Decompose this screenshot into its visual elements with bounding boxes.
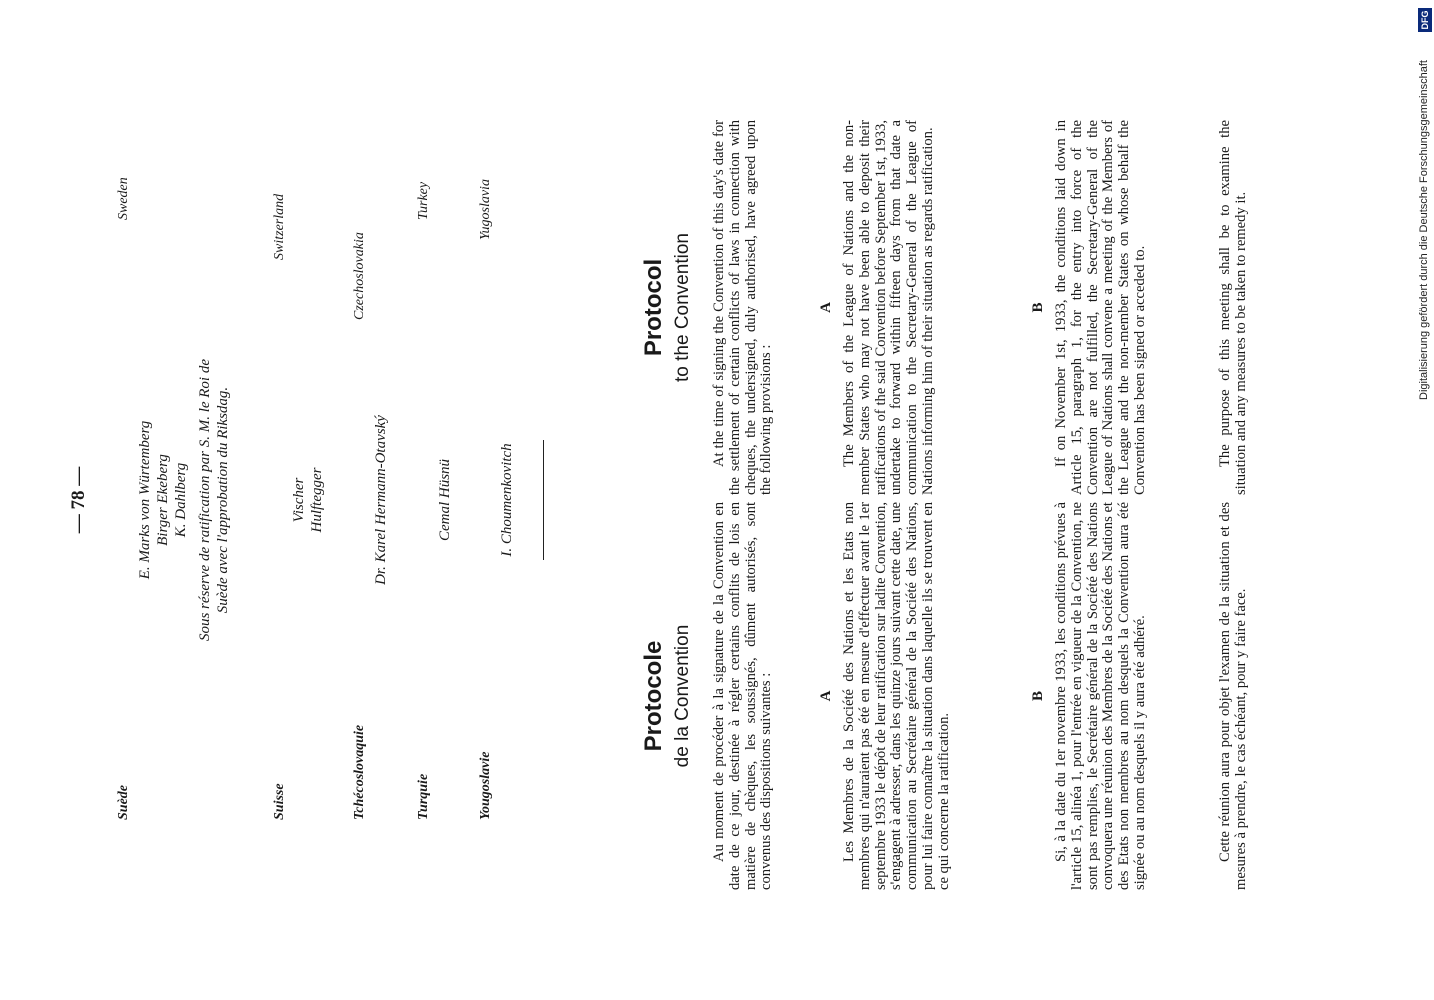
section-b-heading-fr: B bbox=[1030, 691, 1046, 702]
country-label-fr-turkey: Turquie bbox=[416, 773, 431, 820]
protocol-subtitle-en: to the Convention bbox=[672, 233, 693, 382]
section-a-heading-fr: A bbox=[818, 690, 834, 702]
separator-rule bbox=[543, 440, 544, 560]
country-label-en-czechoslovakia: Czechoslovakia bbox=[352, 232, 367, 320]
signer-name: I. Choumenkovitch bbox=[499, 443, 515, 557]
signer-name: K. Dahlberg bbox=[173, 462, 189, 538]
signer-name: Cemal Hüsnü bbox=[437, 458, 453, 542]
signer-name: Hulftegger bbox=[309, 467, 325, 533]
section-a-text-en bbox=[842, 120, 937, 495]
section-b-heading-en: B bbox=[1030, 302, 1046, 313]
page-number: — 78 — bbox=[68, 466, 89, 534]
paragraph: Les Membres de la Société des Nations et les Etats non membres qui n'auraient pas été en mesure d'effectuer avant le 1er septembre 1933 le dépôt de leur ratification sur ladite Convention, s'engagent à adresser, dans les quinze jours suivant cette date, une communication au Secrétaire général de la Société des Nations, pour lui faire connaître la situation dans laquelle ils se trouvent en ce qui concerne la ratification. bbox=[841, 502, 952, 890]
signer-name: Birger Ekeberg bbox=[155, 454, 171, 546]
protocol-subtitle-fr: de la Convention bbox=[672, 624, 693, 768]
paragraph: The Members of the League of Nations and the non-member States who may not have been able to deposit their ratifications of the said Convention before September 1st, 1933, undertake to forward within fifteen days from that date a communication to the Secretary-General of the League of Nations informing him of their situation as regards ratification. bbox=[841, 120, 936, 495]
paragraph: Au moment de procéder à la signature de la Convention en date de ce jour, destinée à régler certains conflits de lois en matière de chèques, les soussignés, dûment autorisés, sont convenus des dispositions suivantes : bbox=[711, 502, 775, 890]
closing-text-en bbox=[1218, 120, 1250, 495]
country-label-en-yugoslavia: Yugoslavia bbox=[478, 179, 493, 240]
signer-name: E. Marks von Würtemberg bbox=[137, 420, 153, 580]
paragraph: Cette réunion aura pour objet l'examen de la situation et des mesures à prendre, le cas échéant, pour y faire face. bbox=[1217, 502, 1249, 890]
protocol-intro-fr bbox=[712, 502, 775, 890]
ratification-reservation-line: Sous réserve de ratification par S. M. le Roi de bbox=[197, 358, 213, 642]
country-label-en-turkey: Turkey bbox=[416, 181, 431, 220]
paragraph: At the time of signing the Convention of this day's date for the settlement of certain conflicts of laws in connection with cheques, the undersigned, duly authorised, have agreed upon the following provisions : bbox=[711, 120, 775, 495]
protocol-title-fr: Protocole bbox=[640, 640, 667, 752]
country-label-en-switzerland: Switzerland bbox=[272, 193, 287, 260]
signer-name: Dr. Karel Hermann-Otavský bbox=[373, 415, 389, 585]
section-a-text-fr bbox=[842, 502, 953, 890]
ratification-reservation-line: Suède avec l'approbation du Riksdag. bbox=[215, 386, 231, 614]
protocol-intro-en bbox=[712, 120, 775, 495]
dfg-logo-text: DFG bbox=[1420, 10, 1430, 30]
country-label-en-sweden: Sweden bbox=[116, 177, 131, 220]
section-b-text-fr bbox=[1054, 502, 1149, 890]
paragraph: Si, à la date du 1er novembre 1933, les conditions prévues à l'article 15, alinéa 1, pour l'entrée en vigueur de la Convention, ne sont pas remplies, le Secrétaire général de la Société des Nations convoquera une réunion des Membres de la Société des Nations et des Etats non membres au nom desquels la Convention aura été signée ou au nom desquels il y aura été adhéré. bbox=[1053, 502, 1148, 890]
country-label-fr-czechoslovakia: Tchécoslovaquie bbox=[352, 724, 367, 820]
section-b-text-en bbox=[1054, 120, 1149, 495]
country-label-fr-switzerland: Suisse bbox=[272, 783, 287, 820]
dfg-logo bbox=[1418, 8, 1432, 32]
protocol-title-en: Protocol bbox=[640, 258, 667, 357]
country-label-fr-yugoslavia: Yougoslavie bbox=[478, 751, 493, 820]
closing-text-fr bbox=[1218, 502, 1250, 890]
paragraph: The purpose of this meeting shall be to examine the situation and any measures to be taken to remedy it. bbox=[1217, 120, 1249, 495]
digitization-note bbox=[1418, 8, 1434, 400]
paragraph: If on November 1st, 1933, the conditions laid down in Article 15, paragraph 1, for the entry into force of the Convention are not fulfilled, the Secretary-General of the League of Nations shall convene a meeting of the Members of the League and the non-member States on whose behalf the Convention has been signed or acceded to. bbox=[1053, 120, 1148, 495]
section-a-heading-en: A bbox=[818, 302, 834, 313]
digitization-note-text: Digitalisierung gefördert durch die Deutsche Forschungsgemeinschaft bbox=[1418, 60, 1430, 400]
signer-name: Vischer bbox=[291, 477, 307, 523]
country-label-fr-sweden: Suède bbox=[116, 785, 131, 820]
